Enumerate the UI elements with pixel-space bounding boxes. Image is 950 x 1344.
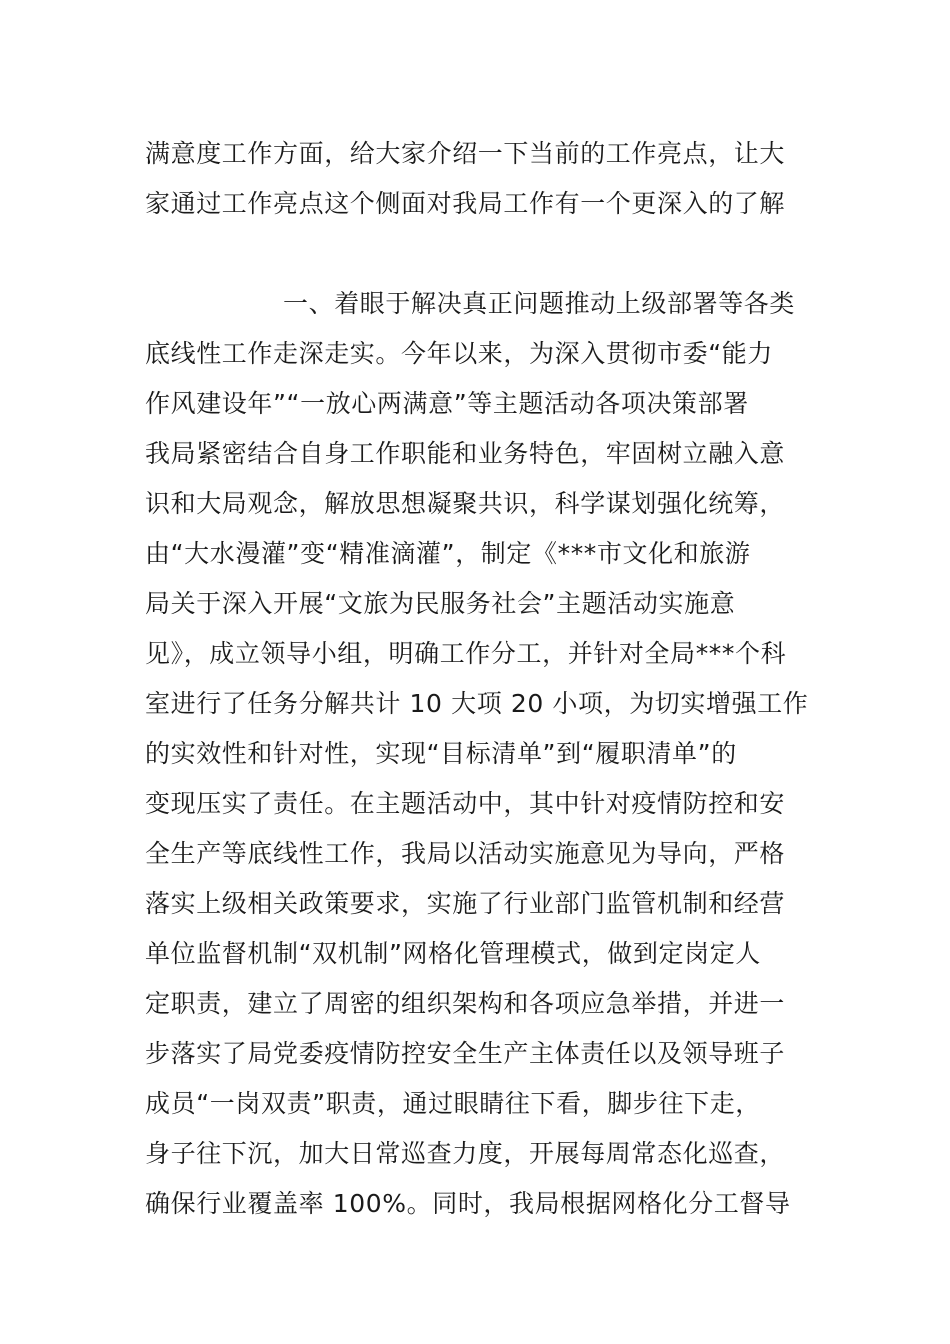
body-line-15: 步落实了局党委疫情防控安全生产主体责任以及领导班子 [145,1039,786,1068]
body-line-8: 室进行了任务分解共计 10 大项 20 小项，为切实增强工作 [145,689,809,718]
body-line-12: 落实上级相关政策要求，实施了行业部门监管机制和经营 [145,889,786,918]
body-line-18: 确保行业覆盖率 100%。同时，我局根据网格化分工督导 [145,1189,791,1218]
body-line-4: 识和大局观念，解放思想凝聚共识，科学谋划强化统筹， [145,489,786,518]
body-line-9: 的实效性和针对性，实现“目标清单”到“履职清单”的 [145,739,737,768]
body-line-2: 作风建设年”“一放心两满意”等主题活动各项决策部署 [145,389,749,418]
body-line-3: 我局紧密结合自身工作职能和业务特色，牢固树立融入意 [145,439,786,468]
body-line-7: 见》，成立领导小组，明确工作分工，并针对全局***个科 [145,639,787,668]
body-line-5: 由“大水漫灌”变“精准滴灌”，制定《***市文化和旅游 [145,539,751,568]
intro-line-2: 家通过工作亮点这个侧面对我局工作有一个更深入的了解 [145,189,786,218]
intro-line-1: 满意度工作方面，给大家介绍一下当前的工作亮点，让大 [145,139,786,168]
body-line-14: 定职责，建立了周密的组织架构和各项应急举措，并进一 [145,989,786,1018]
body-line-17: 身子往下沉，加大日常巡查力度，开展每周常态化巡查， [145,1139,786,1168]
body-line-13: 单位监督机制“双机制”网格化管理模式，做到定岗定人 [145,939,761,968]
body-line-1: 底线性工作走深走实。今年以来，为深入贯彻市委“能力 [145,339,773,368]
body-line-11: 全生产等底线性工作，我局以活动实施意见为导向，严格 [145,839,786,868]
body-line-16: 成员“一岗双责”职责，通过眼睛往下看，脚步往下走， [145,1089,761,1118]
section-heading: 一、着眼于解决真正问题推动上级部署等各类 [283,289,796,318]
body-line-10: 变现压实了责任。在主题活动中，其中针对疫情防控和安 [145,789,786,818]
body-line-6: 局关于深入开展“文旅为民服务社会”主题活动实施意 [145,589,736,618]
